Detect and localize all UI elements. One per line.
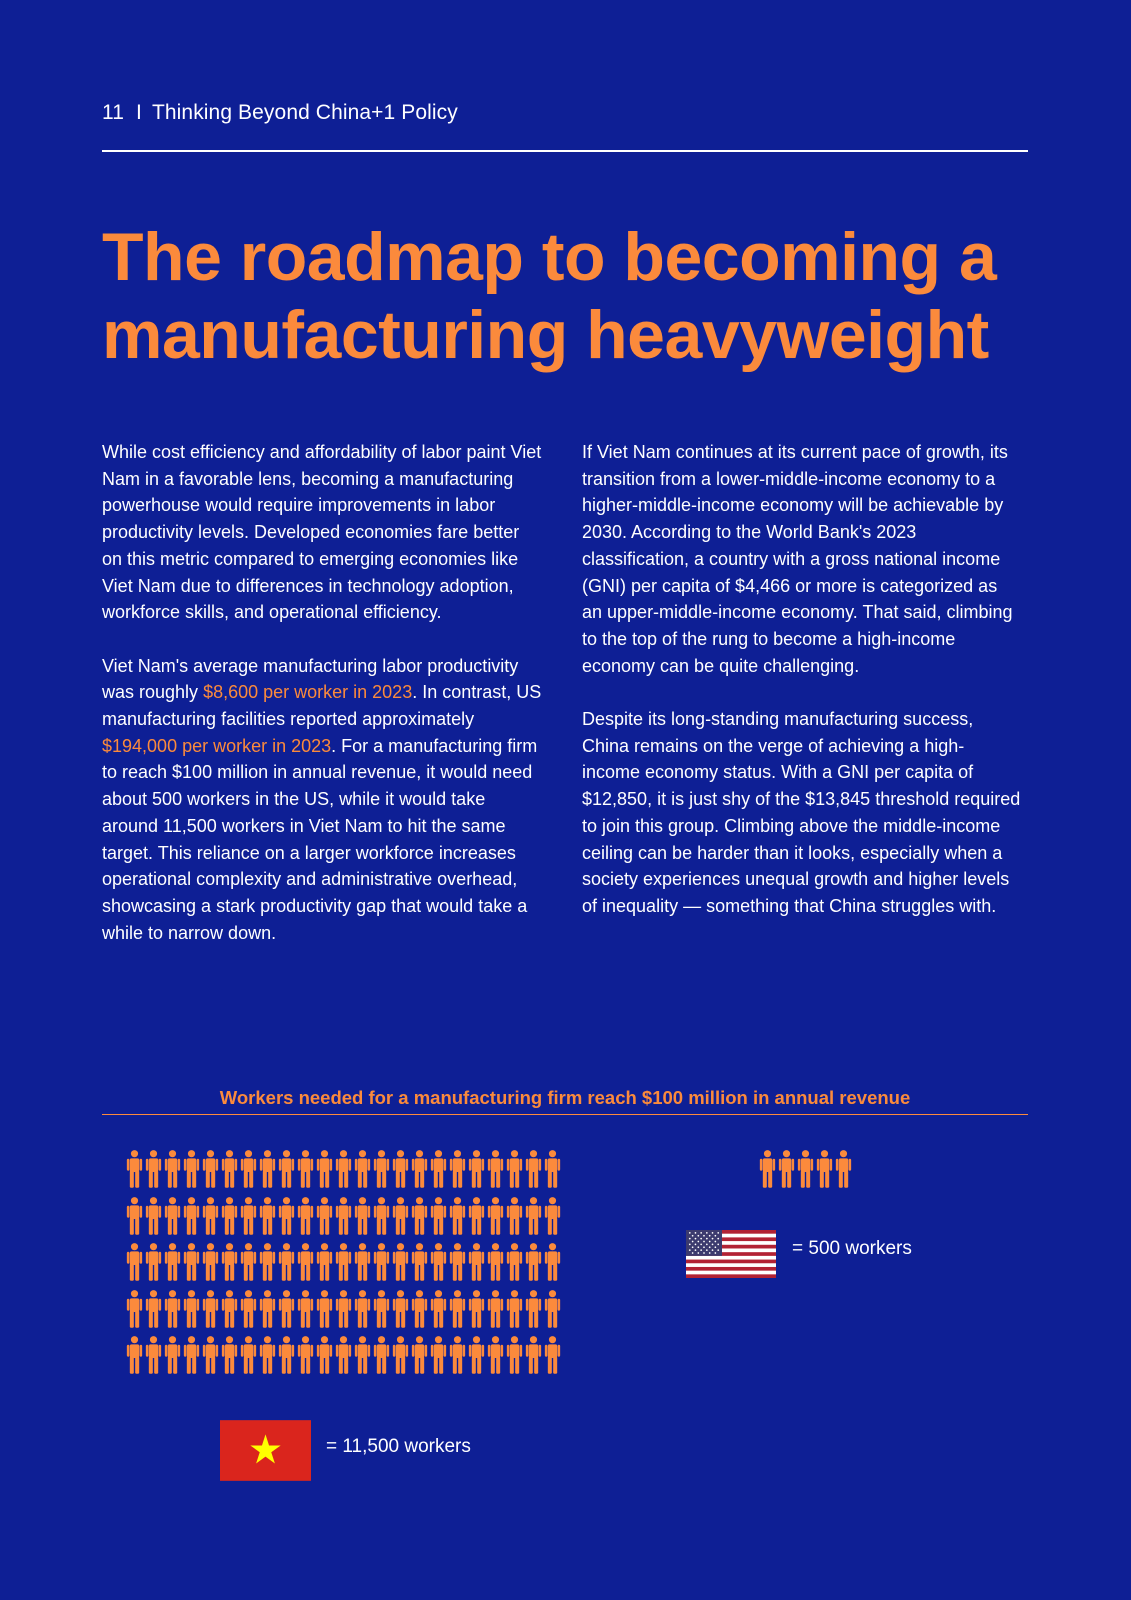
worker-icon [240,1149,257,1189]
worker-icon [373,1335,390,1375]
worker-icon [759,1149,776,1189]
worker-icon [335,1149,352,1189]
worker-icon [392,1196,409,1236]
worker-icon [468,1242,485,1282]
worker-icon [373,1289,390,1329]
worker-icon [525,1335,542,1375]
worker-icon [816,1149,833,1189]
vietnam-legend-label: = 11,500 workers [326,1436,471,1457]
vietnam-productivity-highlight: $8,600 per worker in 2023 [203,682,413,703]
worker-icon [145,1196,162,1236]
us-productivity-highlight: $194,000 per worker in 2023 [102,735,332,756]
right-column [582,439,1022,946]
worker-icon [278,1196,295,1236]
worker-icon [202,1335,219,1375]
us-worker-grid [759,1149,854,1189]
worker-icon [164,1289,181,1329]
worker-icon [164,1196,181,1236]
worker-icon [259,1289,276,1329]
worker-icon [525,1196,542,1236]
left-column [102,439,542,973]
worker-icon [487,1196,504,1236]
worker-icon [506,1196,523,1236]
worker-icon [221,1335,238,1375]
worker-icon [145,1149,162,1189]
worker-icon [449,1196,466,1236]
worker-icon [164,1149,181,1189]
worker-icon [316,1196,333,1236]
worker-icon [278,1149,295,1189]
worker-icon [487,1289,504,1329]
worker-icon [430,1335,447,1375]
infographic-title: Workers needed for a manufacturing firm reach $100 million in annual revenue [219,1087,911,1108]
worker-icon [797,1149,814,1189]
worker-icon [525,1149,542,1189]
worker-icon [183,1242,200,1282]
worker-icon [506,1335,523,1375]
text-run: Viet Nam's average manufacturing labor productivity was roughly [102,655,519,703]
worker-icon [468,1149,485,1189]
worker-icon [202,1242,219,1282]
worker-icon [221,1149,238,1189]
page-title: The roadmap to becoming a manufacturing heavyweight [102,219,997,373]
worker-icon [240,1196,257,1236]
worker-icon [126,1196,143,1236]
worker-icon [335,1242,352,1282]
us-flag-icon [686,1230,776,1278]
worker-icon [411,1289,428,1329]
worker-icon [392,1149,409,1189]
worker-icon [468,1335,485,1375]
worker-icon [259,1149,276,1189]
worker-icon [468,1289,485,1329]
worker-icon [221,1289,238,1329]
left-paragraph-2 [102,653,542,947]
worker-icon [544,1289,561,1329]
right-paragraph-1: If Viet Nam continues at its current pace of growth, its transition from a lower-middle-income economy to a higher-middle-income economy will be achievable by 2030. According to the World Bank's 2023 classification, a country with a gross national income (GNI) per capita of $4,466 or more is categorized as an upper-middle-income economy. That said, climbing to the top of the rung to become a high-income economy can be quite challenging. [582,442,1013,676]
worker-icon [278,1289,295,1329]
worker-icon [487,1149,504,1189]
text-run: . In contrast, US manufacturing facilities reported approximately [102,682,542,730]
worker-icon [544,1196,561,1236]
document-title: Thinking Beyond China+1 Policy [151,101,458,124]
worker-icon [183,1335,200,1375]
worker-icon [202,1149,219,1189]
worker-icon [544,1149,561,1189]
worker-icon [354,1149,371,1189]
worker-icon [297,1335,314,1375]
worker-icon [202,1196,219,1236]
worker-icon [835,1149,852,1189]
worker-icon [126,1289,143,1329]
worker-icon [411,1196,428,1236]
worker-icon [354,1335,371,1375]
header-divider [102,150,1028,152]
worker-icon [278,1335,295,1375]
text-run: . For a manufacturing firm to reach $100 million in annual revenue, it would need about 500 workers in the US, while it would take around 11,500 workers in Viet Nam to hit the same target. This reliance on a larger workforce increases operational complexity and administrative overhead, showcasing a stark productivity gap that would take a while to narrow down. [102,735,538,943]
running-header [102,101,458,125]
worker-icon [449,1149,466,1189]
worker-icon [164,1335,181,1375]
worker-icon [506,1289,523,1329]
worker-icon [126,1335,143,1375]
left-paragraph-1: While cost efficiency and affordability of labor paint Viet Nam in a favorable lens, becoming a manufacturing powerhouse would require improvements in labor productivity levels. Developed economies fare better on this metric compared to emerging economies like Viet Nam due to differences in technology adoption, workforce skills, and operational efficiency. [102,442,542,623]
vietnam-flag-icon [220,1420,311,1481]
header-separator: I [136,101,142,124]
worker-icon [164,1242,181,1282]
worker-icon [506,1242,523,1282]
worker-icon [525,1289,542,1329]
worker-icon [297,1149,314,1189]
worker-icon [145,1242,162,1282]
worker-icon [240,1242,257,1282]
worker-icon [316,1289,333,1329]
us-legend-label: = 500 workers [792,1238,912,1259]
worker-icon [392,1242,409,1282]
worker-icon [544,1335,561,1375]
worker-icon [145,1289,162,1329]
worker-icon [373,1196,390,1236]
page-number: 11 [102,101,124,124]
worker-icon [411,1242,428,1282]
worker-icon [126,1149,143,1189]
worker-icon [411,1335,428,1375]
worker-icon [354,1289,371,1329]
worker-icon [259,1196,276,1236]
worker-icon [335,1196,352,1236]
worker-icon [373,1149,390,1189]
worker-icon [449,1335,466,1375]
worker-icon [354,1242,371,1282]
worker-icon [221,1196,238,1236]
worker-icon [335,1289,352,1329]
worker-icon [240,1289,257,1329]
worker-icon [183,1289,200,1329]
worker-icon [430,1196,447,1236]
infographic-divider [102,1114,1028,1115]
worker-icon [335,1335,352,1375]
worker-icon [297,1289,314,1329]
worker-icon [468,1196,485,1236]
worker-icon [449,1289,466,1329]
worker-icon [145,1335,162,1375]
worker-icon [392,1289,409,1329]
worker-icon [278,1242,295,1282]
worker-icon [297,1196,314,1236]
worker-icon [240,1335,257,1375]
worker-icon [126,1242,143,1282]
worker-icon [506,1149,523,1189]
worker-icon [411,1149,428,1189]
worker-icon [202,1289,219,1329]
worker-icon [778,1149,795,1189]
worker-icon [487,1335,504,1375]
worker-icon [354,1196,371,1236]
worker-icon [316,1335,333,1375]
worker-icon [373,1242,390,1282]
worker-icon [183,1196,200,1236]
worker-icon [259,1335,276,1375]
worker-icon [259,1242,276,1282]
worker-icon [449,1242,466,1282]
worker-icon [221,1242,238,1282]
worker-icon [297,1242,314,1282]
worker-icon [430,1289,447,1329]
worker-icon [316,1242,333,1282]
worker-icon [487,1242,504,1282]
worker-icon [183,1149,200,1189]
worker-icon [430,1242,447,1282]
worker-icon [392,1335,409,1375]
vietnam-worker-grid [126,1149,566,1382]
right-paragraph-2: Despite its long-standing manufacturing success, China remains on the verge of achieving a high-income economy status. With a GNI per capita of $12,850, it is just shy of the $13,845 threshold required to join this group. Climbing above the middle-income ceiling can be harder than it looks, especially when a society experiences unequal growth and higher levels of inequality — something that China struggles with. [582,709,1021,916]
worker-icon [544,1242,561,1282]
worker-icon [430,1149,447,1189]
worker-icon [316,1149,333,1189]
worker-icon [525,1242,542,1282]
